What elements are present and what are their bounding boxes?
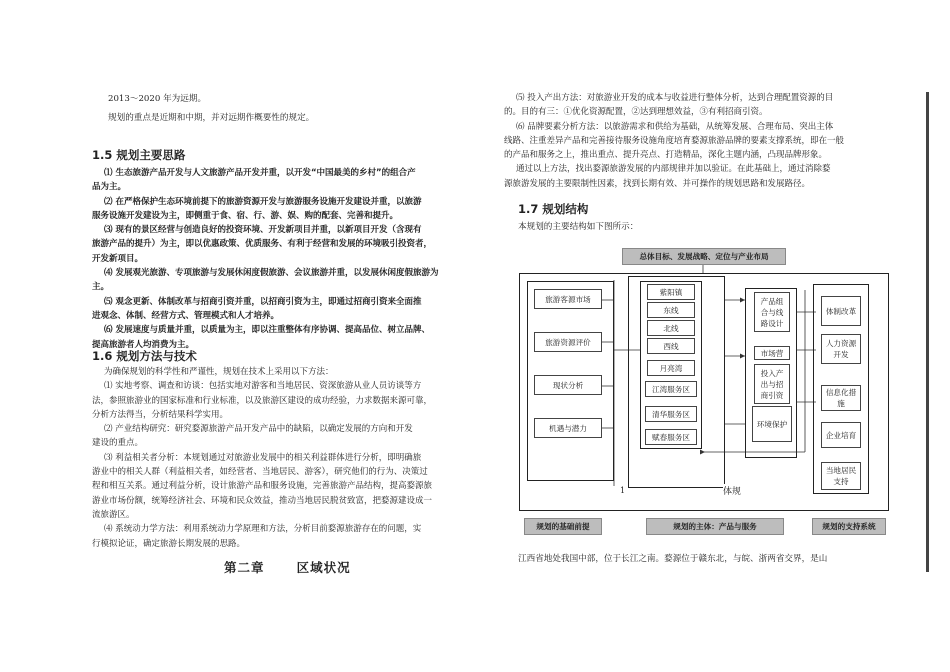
section-1-5-heading: 1.5 规划主要思路 (92, 148, 186, 162)
s16-line: ⑵ 产业结构研究：研究婺源旅游产品开发产品中的缺陷，以确定发展的方向和开发 (104, 424, 413, 435)
box-local-resident-support: 当地居民支持 (821, 462, 861, 490)
bottom-label-support: 规划的支持系统 (812, 518, 886, 535)
s16-line: 游业市场份额，统筹经济社会、环境和民众效益，推动当地居民脱贫致富，把婺源建设成一 (92, 495, 433, 506)
s15-line: 提高旅游者人均消费为主。 (92, 339, 195, 350)
s15-line: 开发新项目。 (92, 253, 144, 264)
box-resource-evaluation: 旅游资源评价 (534, 332, 602, 352)
s15-line: 服务设施开发建设为主，即侧重于食、宿、行、游、娱、购的配套、完善和提升。 (92, 210, 399, 221)
box-tourist-source-market: 旅游客源市场 (534, 289, 602, 309)
box-informatization: 信息化措施 (821, 385, 861, 411)
rt-line: ⑹ 品牌要素分析方法：以旅游需求和供给为基础，从统筹发展、合理布局、突出主体 (516, 121, 834, 132)
s16-line: 程和相互关系。通过利益分析，设计旅游产品和服务设施，完善旅游产品结构，提高婺源旅 (92, 481, 433, 492)
s16-line: 游业中的相关人群（利益相关者，如经营者、当地居民、游客），研究他们的行为、决策过 (92, 467, 428, 478)
bottom-label-basis: 规划的基础前提 (524, 518, 602, 535)
box-moon-bay: 月亮湾 (647, 360, 695, 376)
diagram-top-bar: 总体目标、发展战略、定位与产业布局 (622, 248, 786, 265)
rt-line: ⑸ 投入产出方法：对旅游业开发的成本与收益进行整体分析，达到合理配置资源的目 (516, 93, 834, 103)
box-west-line: 西线 (647, 338, 695, 354)
box-ziyang-town: 紫阳镇 (647, 284, 695, 300)
s16-line: 行模拟论证，确定旅游长期发展的思路。 (92, 538, 246, 549)
rt-line: 源旅游发展的主要限制性因素，找到长期有效、并可操作的规划思路和发展路径。 (504, 178, 811, 189)
chapter-2-title: 第二章 区域状况 (224, 560, 351, 575)
box-hr-development: 人力资源开发 (821, 334, 861, 364)
s16-line: ⑶ 利益相关者分析：本规划通过对旅游业发展中的相关利益群体进行分析，即明确旅 (104, 452, 422, 463)
s15-line: 旅游产品的提升）为主，即以优惠政策、优质服务、有利于经营和发展的环境吸引投资者， (92, 239, 433, 250)
s15-line: ⑸ 观念更新、体制改革与招商引资并重，以招商引资为主，即通过招商引资来全面推 (104, 296, 422, 307)
section-1-7-heading: 1.7 规划结构 (518, 202, 589, 216)
box-environment-protection: 环境保护 (752, 406, 792, 442)
s16-line: 为确保规划的科学性和严谨性，规划在技术上采用以下方法： (104, 367, 334, 377)
page-edge-bar (926, 92, 929, 572)
s15-line: 进观念、体制、经营方式、管理模式和人才培养。 (92, 310, 280, 321)
s15-line: ⑷ 发展观光旅游、专项旅游与发展休闲度假旅游、会议旅游并重，以发展休闲度假旅游为 (104, 268, 439, 279)
s15-line: 品为主。 (92, 182, 127, 193)
box-east-line: 东线 (647, 302, 695, 318)
box-institution-reform: 体制改革 (821, 296, 861, 326)
box-marketing: 市场营 (754, 346, 790, 360)
s15-line: ⑶ 现有的景区经营与创造良好的投资环境、开发新项目并重，以新项目开发（含现有 (104, 225, 422, 236)
intro-line-2: 规划的重点是近期和中期，并对远期作概要性的规定。 (108, 113, 315, 123)
bottom-label-main: 规划的主体：产品与服务 (646, 518, 784, 535)
rt-line: 的产品和服务之上，推出重点、提升亮点、打造精品，深化主题内涵，凸现品牌形象。 (504, 150, 828, 161)
s16-line: 建设的重点。 (92, 438, 144, 449)
s16-line: ⑴ 实地考察、调查和访谈：包括实地对游客和当地居民、资深旅游从业人员访谈等方 (104, 381, 422, 392)
box-investment: 投入产出与招商引资 (754, 364, 790, 404)
s16-line: ⑷ 系统动力学方法：利用系统动力学原理和方法，分析目前婺源旅游存在的问题，实 (104, 524, 422, 535)
box-product-route-design: 产品组合与线路设计 (754, 292, 790, 332)
section-1-6-heading: 1.6 规划方法与技术 (92, 349, 197, 363)
box-qinghua-service: 清华服务区 (645, 406, 697, 422)
rt-line: 线路、注重差异产品和完善接待服务设施角度培育婺源旅游品牌的要素支撑系统，即在一般 (504, 135, 845, 146)
s15-line: ⑴ 生态旅游产品开发与人文旅游产品开发并重，以开发“中国最美的乡村”的组合产 (104, 168, 416, 178)
s15-line: ⑹ 发展速度与质量并重，以质量为主，即以注重整体有序协调、提高品位、树立品牌、 (104, 325, 430, 336)
box-jiangwan-service: 江湾服务区 (645, 381, 697, 397)
box-status-analysis: 现状分析 (534, 375, 602, 395)
stray-label-2: 体规 (723, 484, 741, 497)
rt-line: 的。目的有三：①优化资源配置，②达到理想效益，③有利招商引资。 (504, 107, 768, 118)
s15-line: 主。 (92, 282, 110, 293)
box-enterprise-cultivation: 企业培育 (821, 422, 861, 448)
s15-line: ⑵ 在严格保护生态环境前提下的旅游资源开发与旅游服务设施开发建设并重，以旅游 (104, 196, 422, 207)
stray-label-1: 1 (620, 486, 626, 495)
section-1-7-intro: 本规划的主要结构如下图所示： (518, 222, 639, 232)
s16-line: 分析方法得当，分析结果科学实用。 (92, 409, 229, 420)
box-opportunity-potential: 机遇与潜力 (534, 418, 602, 438)
box-north-line: 北线 (647, 320, 695, 336)
s16-line: 流旅游区。 (92, 509, 135, 520)
rt-line: 通过以上方法，找出婺源旅游发展的内部规律并加以验证。在此基础上，通过消除婺 (516, 164, 831, 175)
s16-line: 法，参照旅游业的国家标准和行业标准，以及旅游区建设的成功经验，力求数据来源可靠， (92, 395, 433, 406)
intro-line-1: 2013～2020 年为远期。 (108, 94, 207, 104)
box-fuchun-service: 赋春服务区 (645, 429, 697, 445)
right-bottom-line: 江西省地处我国中部，位于长江之南。婺源位于赣东北，与皖、浙两省交界，是山 (518, 554, 828, 564)
